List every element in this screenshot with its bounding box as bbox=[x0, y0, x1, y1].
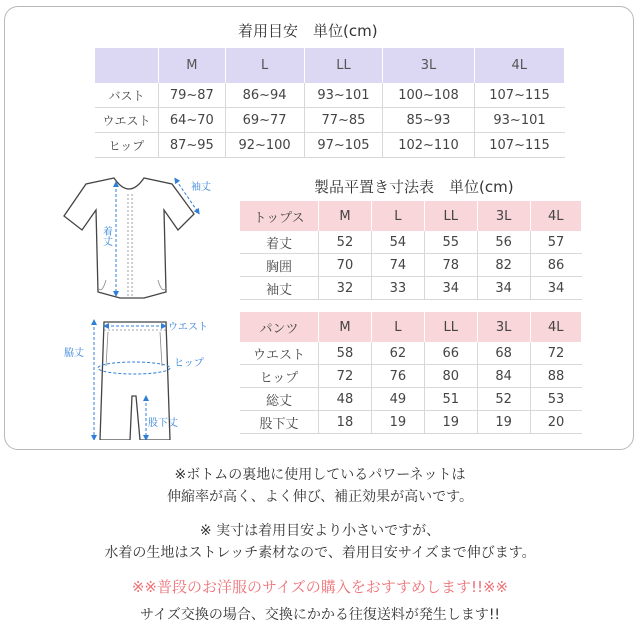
waist-label: ウエスト bbox=[168, 322, 208, 333]
cell: 34 bbox=[530, 277, 581, 300]
cell: 20 bbox=[530, 411, 581, 434]
table-row bbox=[95, 108, 565, 133]
cell: 19 bbox=[424, 411, 477, 434]
cell: 102~110 bbox=[383, 133, 474, 158]
cell: 54 bbox=[371, 231, 424, 254]
note-line-4: 水着の生地はストレッチ素材なので、着用目安サイズまで伸びます。 bbox=[104, 545, 536, 561]
cell: 93~101 bbox=[304, 83, 383, 108]
cell: 93~101 bbox=[474, 108, 564, 133]
cell: 55 bbox=[424, 231, 477, 254]
cell: 19 bbox=[477, 411, 530, 434]
cell: 51 bbox=[424, 388, 477, 411]
header-cell bbox=[95, 48, 159, 83]
table-row bbox=[240, 277, 582, 300]
cell: 78 bbox=[424, 254, 477, 277]
header-cell: LL bbox=[424, 201, 477, 231]
cell: 64~70 bbox=[159, 108, 226, 133]
note-line-2: 伸縮率が高く、よく伸び、補正効果が高いです。 bbox=[166, 489, 474, 505]
cell: 57 bbox=[530, 231, 581, 254]
header-cell: 4L bbox=[530, 312, 581, 342]
table-row bbox=[240, 254, 582, 277]
table1-title: 着用目安 単位(cm) bbox=[238, 22, 378, 40]
cell: 88 bbox=[530, 365, 581, 388]
cell: 62 bbox=[371, 342, 424, 365]
note-line-6: サイズ交換の場合、交換にかかる往復送料が発生します!! bbox=[139, 607, 501, 623]
hip-label: ヒップ bbox=[174, 358, 204, 369]
table-header-row bbox=[240, 312, 582, 342]
note-line-1: ※ボトムの裏地に使用しているパワーネットは bbox=[174, 467, 466, 483]
header-cell: LL bbox=[424, 312, 477, 342]
cell: 84 bbox=[477, 365, 530, 388]
table-row bbox=[240, 365, 582, 388]
cell: 68 bbox=[477, 342, 530, 365]
cell: 72 bbox=[319, 365, 372, 388]
hip-measure-ellipse bbox=[98, 362, 170, 374]
header-cell: L bbox=[225, 48, 304, 83]
header-cell: トップス bbox=[240, 201, 319, 231]
table-row bbox=[240, 411, 582, 434]
cell: 87~95 bbox=[159, 133, 226, 158]
cell: 77~85 bbox=[304, 108, 383, 133]
garment-diagram bbox=[36, 170, 226, 440]
cell: 74 bbox=[371, 254, 424, 277]
cell: 32 bbox=[319, 277, 372, 300]
cell: 33 bbox=[371, 277, 424, 300]
cell: 34 bbox=[424, 277, 477, 300]
table-row bbox=[240, 388, 582, 411]
cell: 69~77 bbox=[225, 108, 304, 133]
header-cell: LL bbox=[304, 48, 383, 83]
row-label: 胸囲 bbox=[240, 254, 319, 277]
row-label: 総丈 bbox=[240, 388, 319, 411]
table-row bbox=[240, 342, 582, 365]
note-line-5-warning: ※※普段のお洋服のサイズの購入をおすすめします!!※※ bbox=[131, 578, 509, 596]
row-label: 袖丈 bbox=[240, 277, 319, 300]
cell: 92~100 bbox=[225, 133, 304, 158]
header-cell: M bbox=[159, 48, 226, 83]
header-cell: L bbox=[371, 312, 424, 342]
table2-title: 製品平置き寸法表 単位(cm) bbox=[314, 178, 514, 196]
row-label: ヒップ bbox=[95, 133, 159, 158]
cell: 18 bbox=[319, 411, 372, 434]
cell: 100~108 bbox=[383, 83, 474, 108]
cell: 70 bbox=[319, 254, 372, 277]
cell: 86~94 bbox=[225, 83, 304, 108]
cell: 52 bbox=[477, 388, 530, 411]
row-label: 股下丈 bbox=[240, 411, 319, 434]
wearing-size-table bbox=[95, 48, 565, 158]
note-line-3: ※ 実寸は着用目安より小さいですが、 bbox=[199, 523, 441, 539]
top-garment-outline bbox=[64, 178, 194, 298]
cell: 85~93 bbox=[383, 108, 474, 133]
header-cell: 3L bbox=[477, 312, 530, 342]
table-row bbox=[95, 133, 565, 158]
table-header-row bbox=[240, 201, 582, 231]
length-label: 着丈 bbox=[100, 226, 112, 246]
cell: 58 bbox=[319, 342, 372, 365]
cell: 49 bbox=[371, 388, 424, 411]
tops-size-table bbox=[240, 201, 582, 300]
cell: 72 bbox=[530, 342, 581, 365]
row-label: 着丈 bbox=[240, 231, 319, 254]
row-label: バスト bbox=[95, 83, 159, 108]
header-cell: パンツ bbox=[240, 312, 319, 342]
row-label: ヒップ bbox=[240, 365, 319, 388]
header-cell: 3L bbox=[383, 48, 474, 83]
cell: 76 bbox=[371, 365, 424, 388]
cell: 48 bbox=[319, 388, 372, 411]
cell: 107~115 bbox=[474, 133, 564, 158]
header-cell: M bbox=[319, 201, 372, 231]
table-header-row bbox=[95, 48, 565, 83]
cell: 52 bbox=[319, 231, 372, 254]
header-cell: 4L bbox=[474, 48, 564, 83]
cell: 53 bbox=[530, 388, 581, 411]
row-label: ウエスト bbox=[240, 342, 319, 365]
table-row bbox=[95, 83, 565, 108]
cell: 80 bbox=[424, 365, 477, 388]
header-cell: L bbox=[371, 201, 424, 231]
row-label: ウエスト bbox=[95, 108, 159, 133]
cell: 19 bbox=[371, 411, 424, 434]
inseam-label: 股下丈 bbox=[148, 418, 178, 429]
pants-size-table bbox=[240, 312, 582, 434]
cell: 34 bbox=[477, 277, 530, 300]
table-row bbox=[240, 231, 582, 254]
header-cell: 4L bbox=[530, 201, 581, 231]
side-label: 脇丈 bbox=[64, 348, 84, 359]
header-cell: 3L bbox=[477, 201, 530, 231]
header-cell: M bbox=[319, 312, 372, 342]
cell: 107~115 bbox=[474, 83, 564, 108]
cell: 86 bbox=[530, 254, 581, 277]
cell: 97~105 bbox=[304, 133, 383, 158]
sleeve-label: 袖丈 bbox=[191, 182, 211, 193]
cell: 56 bbox=[477, 231, 530, 254]
cell: 66 bbox=[424, 342, 477, 365]
cell: 82 bbox=[477, 254, 530, 277]
cell: 79~87 bbox=[159, 83, 226, 108]
